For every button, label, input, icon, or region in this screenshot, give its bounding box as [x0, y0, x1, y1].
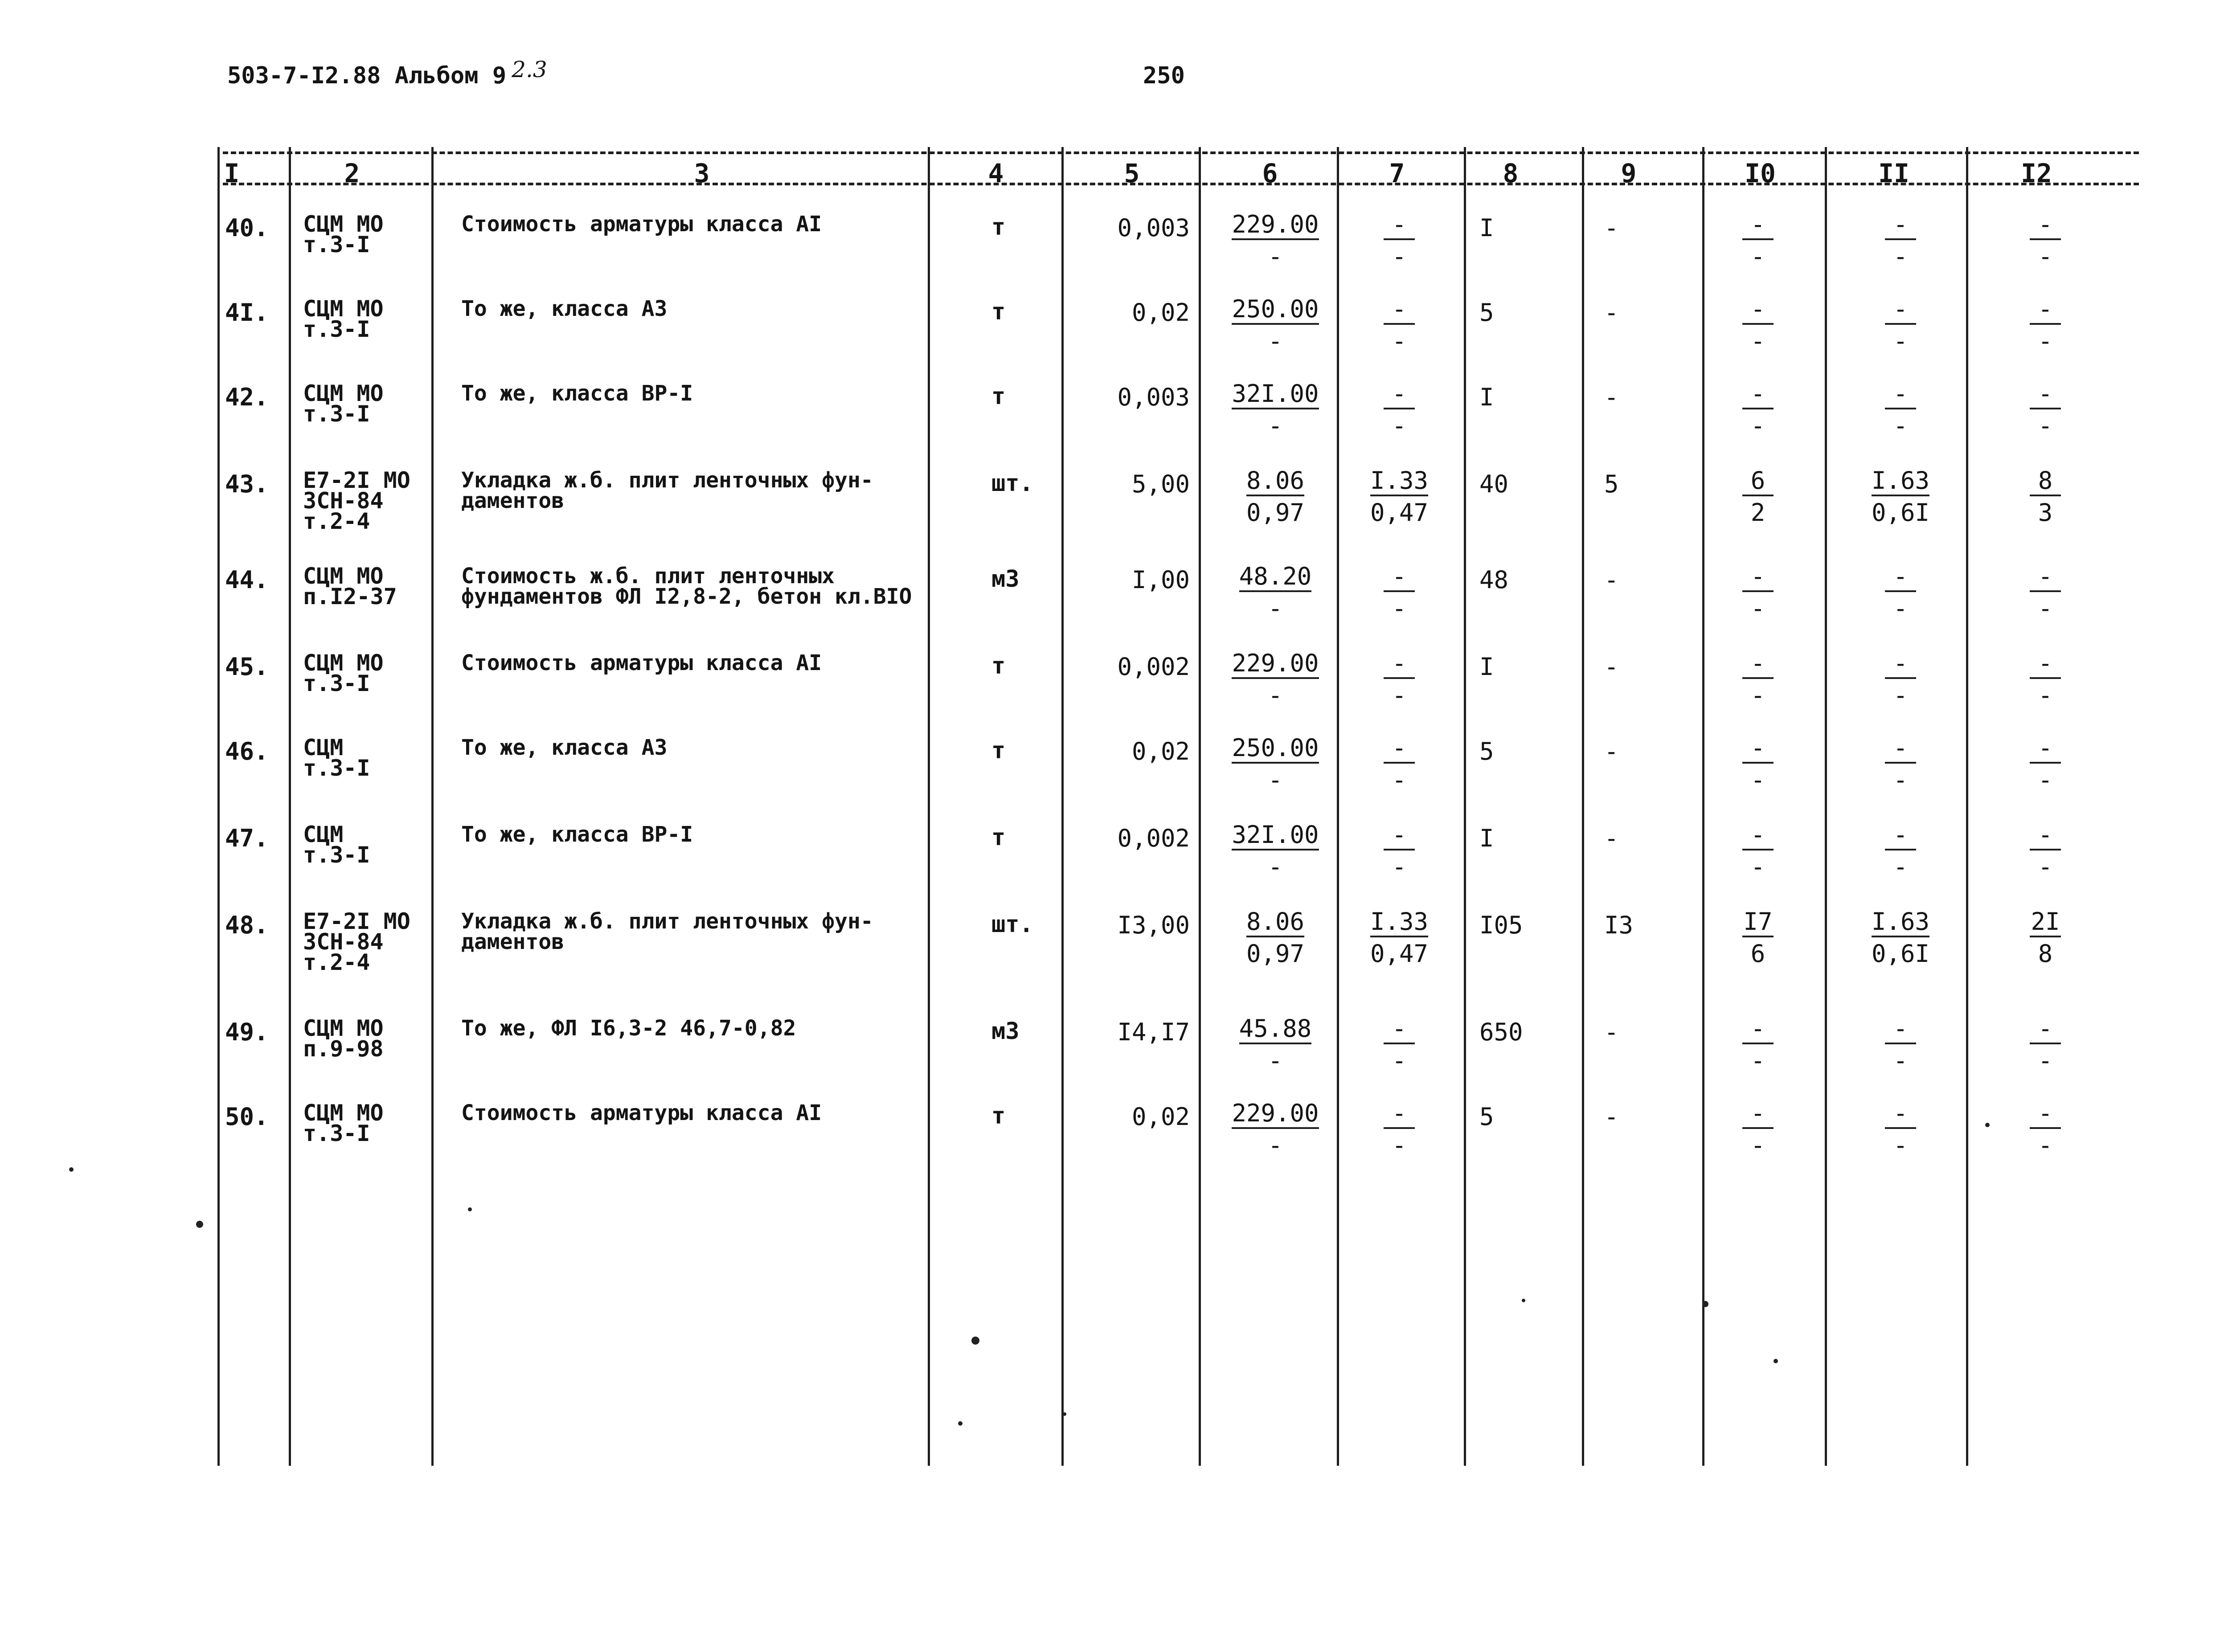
unit: т	[991, 737, 1006, 764]
machine-cost-bottom: -	[1750, 242, 1765, 270]
row-number: 44.	[225, 566, 269, 594]
total-labor-bottom: -	[2038, 242, 2053, 270]
machine-cost	[1700, 1097, 1816, 1161]
column-rule	[289, 147, 291, 1466]
labor-hours	[1843, 465, 1958, 529]
total-wage: -	[1604, 1103, 1619, 1131]
total-wage: -	[1604, 383, 1619, 411]
total-labor-bottom: -	[2038, 853, 2053, 881]
unit-cost-top: 8.06	[1246, 467, 1304, 496]
wage-cost	[1341, 465, 1457, 529]
column-number: 5	[1124, 158, 1140, 188]
machine-cost-bottom: -	[1750, 766, 1765, 794]
unit: м3	[991, 566, 1020, 593]
column-rule	[1966, 147, 1968, 1466]
labor-hours	[1843, 1013, 1958, 1077]
unit-cost	[1217, 560, 1333, 625]
labor-hours-bottom: -	[1893, 766, 1908, 794]
header-rule-top	[223, 151, 2139, 154]
labor-hours-top: -	[1885, 1100, 1916, 1129]
labor-hours	[1843, 1097, 1958, 1161]
unit: т	[991, 299, 1006, 325]
labor-hours	[1843, 293, 1958, 357]
work-description: Стоимость арматуры класса AI	[461, 212, 822, 237]
wage-cost-top: -	[1384, 211, 1415, 240]
wage-cost-bottom: -	[1392, 1047, 1407, 1075]
labor-hours-top: -	[1885, 380, 1916, 409]
machine-cost	[1700, 819, 1816, 883]
total-labor	[1987, 1097, 2103, 1161]
machine-cost	[1700, 465, 1816, 529]
total-labor-top: -	[2030, 380, 2061, 409]
machine-cost-bottom: -	[1750, 1131, 1765, 1159]
unit-cost	[1217, 293, 1333, 357]
total-labor	[1987, 293, 2103, 357]
unit-cost-top: 250.00	[1232, 734, 1319, 764]
total-wage: -	[1604, 737, 1619, 765]
norm-code: СЦМ МО т.3-I	[303, 1100, 384, 1146]
total-labor-top: -	[2030, 1100, 2061, 1129]
unit: т	[991, 653, 1006, 679]
unit-cost-top: 229.00	[1232, 1100, 1319, 1129]
labor-hours-bottom: -	[1893, 327, 1908, 355]
work-description: То же, класса ВР-I	[461, 822, 693, 847]
labor-hours-top: -	[1885, 295, 1916, 325]
machine-cost-bottom: -	[1750, 412, 1765, 440]
total-labor	[1987, 819, 2103, 883]
row-number: 47.	[225, 824, 269, 852]
wage-cost	[1341, 378, 1457, 442]
unit: т	[991, 214, 1006, 241]
labor-hours-top: I.63	[1872, 908, 1929, 937]
quantity: I,00	[1131, 566, 1190, 594]
document-reference	[227, 57, 547, 89]
total-labor-bottom: 8	[2038, 940, 2053, 968]
norm-code: Е7-2I МО ЗСН-84 т.2-4	[303, 467, 410, 534]
machine-cost-top: -	[1742, 1015, 1774, 1044]
quantity: 0,003	[1117, 214, 1190, 242]
wage-cost	[1341, 819, 1457, 883]
quantity: 0,002	[1117, 824, 1190, 852]
unit-cost-bottom: -	[1268, 412, 1283, 440]
total-wage: -	[1604, 653, 1619, 681]
column-rule	[1464, 147, 1466, 1466]
quantity: I3,00	[1117, 911, 1190, 939]
scan-speck	[958, 1421, 963, 1426]
total-labor-bottom: -	[2038, 327, 2053, 355]
wage-cost-top: -	[1384, 295, 1415, 325]
norm-code: Е7-2I МО ЗСН-84 т.2-4	[303, 908, 410, 975]
doc-code: 503-7-I2.88	[227, 62, 381, 89]
wage-cost-bottom: -	[1392, 766, 1407, 794]
machine-cost	[1700, 732, 1816, 796]
unit-cost	[1217, 1097, 1333, 1161]
wage-cost	[1341, 647, 1457, 712]
machine-cost-top: -	[1742, 650, 1774, 679]
wage-cost	[1341, 1013, 1457, 1077]
total-labor-bottom: -	[2038, 681, 2053, 709]
machine-cost-top: I7	[1742, 908, 1774, 937]
wage-cost-bottom: -	[1392, 327, 1407, 355]
column-number: I0	[1745, 158, 1776, 188]
column-rule	[1582, 147, 1584, 1466]
row-number: 48.	[225, 911, 269, 939]
album-label: Альбом 9	[394, 62, 507, 89]
total-cost: 5	[1479, 737, 1494, 765]
machine-cost	[1700, 378, 1816, 442]
wage-cost	[1341, 209, 1457, 273]
machine-cost-bottom: 2	[1750, 499, 1765, 527]
machine-cost-bottom: -	[1750, 594, 1765, 622]
total-wage: -	[1604, 1018, 1619, 1046]
labor-hours-bottom: -	[1893, 853, 1908, 881]
machine-cost-top: -	[1742, 734, 1774, 764]
scan-speck	[69, 1167, 74, 1172]
labor-hours-bottom: -	[1893, 1131, 1908, 1159]
unit-cost	[1217, 647, 1333, 712]
unit-cost-bottom: -	[1268, 1047, 1283, 1075]
scan-speck	[971, 1337, 979, 1345]
total-labor-top: -	[2030, 295, 2061, 325]
labor-hours-top: -	[1885, 650, 1916, 679]
norm-code: СЦМ МО п.9-98	[303, 1015, 384, 1062]
machine-cost-bottom: -	[1750, 327, 1765, 355]
labor-hours-bottom: -	[1893, 242, 1908, 270]
labor-hours	[1843, 560, 1958, 625]
unit-cost	[1217, 209, 1333, 273]
wage-cost-top: -	[1384, 1100, 1415, 1129]
machine-cost-top: -	[1742, 380, 1774, 409]
quantity: 5,00	[1131, 470, 1190, 498]
wage-cost-bottom: -	[1392, 242, 1407, 270]
machine-cost-top: -	[1742, 295, 1774, 325]
unit-cost	[1217, 819, 1333, 883]
norm-code: СЦМ МО т.3-I	[303, 296, 384, 342]
wage-cost-bottom: -	[1392, 853, 1407, 881]
unit-cost	[1217, 1013, 1333, 1077]
total-wage: -	[1604, 824, 1619, 852]
total-cost: I	[1479, 824, 1494, 852]
unit: м3	[991, 1018, 1020, 1045]
labor-hours	[1843, 378, 1958, 442]
column-rule	[1825, 147, 1827, 1466]
unit-cost-bottom: -	[1268, 1131, 1283, 1159]
labor-hours	[1843, 732, 1958, 796]
machine-cost-top: -	[1742, 563, 1774, 592]
machine-cost-bottom: -	[1750, 681, 1765, 709]
scan-speck	[1522, 1299, 1525, 1302]
labor-hours-top: I.63	[1872, 467, 1929, 496]
column-number: II	[1878, 158, 1909, 188]
quantity: 0,02	[1131, 737, 1190, 765]
unit-cost-bottom: 0,97	[1246, 940, 1305, 968]
wage-cost-bottom: 0,47	[1370, 940, 1429, 968]
row-number: 4I.	[225, 299, 269, 327]
wage-cost-bottom: -	[1392, 594, 1407, 622]
column-rule	[1337, 147, 1339, 1466]
norm-code: СЦМ МО п.I2-37	[303, 563, 397, 609]
unit-cost-bottom: -	[1268, 853, 1283, 881]
total-labor-bottom: -	[2038, 766, 2053, 794]
unit-cost-top: 48.20	[1239, 563, 1312, 592]
labor-hours-bottom: -	[1893, 412, 1908, 440]
labor-hours-top: -	[1885, 1015, 1916, 1044]
unit: т	[991, 824, 1006, 851]
wage-cost	[1341, 906, 1457, 970]
column-number: 7	[1389, 158, 1405, 188]
total-wage: 5	[1604, 470, 1619, 498]
row-number: 40.	[225, 214, 269, 242]
wage-cost-top: -	[1384, 563, 1415, 592]
labor-hours-top: -	[1885, 563, 1916, 592]
total-cost: I	[1479, 383, 1494, 411]
labor-hours-top: -	[1885, 734, 1916, 764]
norm-code: СЦМ МО т.3-I	[303, 650, 384, 696]
total-wage: I3	[1604, 911, 1634, 939]
total-cost: 48	[1479, 566, 1509, 594]
total-wage: -	[1604, 299, 1619, 327]
norm-code: СЦМ т.3-I	[303, 822, 370, 868]
machine-cost	[1700, 1013, 1816, 1077]
work-description: То же, класса А3	[461, 735, 668, 760]
wage-cost-top: I.33	[1370, 908, 1428, 937]
scan-speck	[1774, 1359, 1778, 1363]
column-number: 6	[1262, 158, 1278, 188]
machine-cost-bottom: 6	[1750, 940, 1765, 968]
labor-hours-bottom: -	[1893, 594, 1908, 622]
labor-hours	[1843, 647, 1958, 712]
quantity: I4,I7	[1117, 1018, 1190, 1046]
quantity: 0,02	[1131, 299, 1190, 327]
labor-hours-bottom: 0,6I	[1871, 499, 1930, 527]
unit-cost-top: 45.88	[1239, 1015, 1312, 1044]
wage-cost	[1341, 1097, 1457, 1161]
column-number: 2	[344, 158, 360, 188]
column-rule	[431, 147, 434, 1466]
labor-hours-bottom: 0,6I	[1871, 940, 1930, 968]
scan-speck	[1063, 1412, 1066, 1416]
column-number: I	[224, 158, 240, 188]
machine-cost-top: 6	[1742, 467, 1774, 496]
wage-cost-bottom: -	[1392, 681, 1407, 709]
wage-cost-top: -	[1384, 734, 1415, 764]
header-rule-bottom	[223, 183, 2139, 185]
total-cost: I	[1479, 653, 1494, 681]
machine-cost-top: -	[1742, 821, 1774, 851]
row-number: 49.	[225, 1018, 269, 1046]
norm-code: СЦМ МО т.3-I	[303, 380, 384, 427]
machine-cost-top: -	[1742, 1100, 1774, 1129]
machine-cost-bottom: -	[1750, 1047, 1765, 1075]
row-number: 50.	[225, 1103, 269, 1131]
row-number: 42.	[225, 383, 269, 411]
unit-cost-bottom: -	[1268, 242, 1283, 270]
wage-cost	[1341, 732, 1457, 796]
column-rule	[928, 147, 930, 1466]
column-number: 3	[694, 158, 710, 188]
unit-cost	[1217, 378, 1333, 442]
total-labor-bottom: -	[2038, 1047, 2053, 1075]
total-labor	[1987, 378, 2103, 442]
work-description: Стоимость арматуры класса AI	[461, 1100, 822, 1125]
total-wage: -	[1604, 214, 1619, 242]
unit-cost	[1217, 906, 1333, 970]
machine-cost	[1700, 647, 1816, 712]
unit-cost-top: 229.00	[1232, 211, 1319, 240]
unit: шт.	[991, 911, 1033, 938]
wage-cost-bottom: -	[1392, 1131, 1407, 1159]
unit-cost-bottom: -	[1268, 681, 1283, 709]
total-labor-top: -	[2030, 1015, 2061, 1044]
unit-cost-bottom: -	[1268, 327, 1283, 355]
total-labor-bottom: -	[2038, 412, 2053, 440]
row-number: 46.	[225, 737, 269, 765]
quantity: 0,002	[1117, 653, 1190, 681]
unit: шт.	[991, 470, 1033, 497]
unit-cost-bottom: -	[1268, 594, 1283, 622]
work-description: Стоимость ж.б. плит ленточных фундаментов ФЛ I2,8-2, бетон кл.ВIО	[461, 564, 912, 609]
unit-cost	[1217, 732, 1333, 796]
total-labor-top: 8	[2030, 467, 2061, 496]
column-rule	[1199, 147, 1201, 1466]
total-labor-bottom: 3	[2038, 499, 2053, 527]
scan-speck	[196, 1221, 203, 1228]
column-number: I2	[2021, 158, 2052, 188]
machine-cost	[1700, 293, 1816, 357]
total-labor	[1987, 560, 2103, 625]
norm-code: СЦМ МО т.3-I	[303, 211, 384, 258]
machine-cost-bottom: -	[1750, 853, 1765, 881]
total-cost: 40	[1479, 470, 1509, 498]
wage-cost-top: -	[1384, 821, 1415, 851]
labor-hours-top: -	[1885, 211, 1916, 240]
total-cost: I	[1479, 214, 1494, 242]
scan-speck	[468, 1207, 472, 1211]
wage-cost-top: -	[1384, 1015, 1415, 1044]
unit: т	[991, 1103, 1006, 1129]
column-number: 9	[1621, 158, 1637, 188]
work-description: То же, ФЛ I6,3-2 46,7-0,82	[461, 1016, 796, 1041]
labor-hours-bottom: -	[1893, 1047, 1908, 1075]
page-number: 250	[1143, 62, 1185, 89]
labor-hours	[1843, 906, 1958, 970]
machine-cost-top: -	[1742, 211, 1774, 240]
labor-hours-bottom: -	[1893, 681, 1908, 709]
total-labor	[1987, 465, 2103, 529]
unit-cost-top: 32I.00	[1232, 380, 1319, 409]
total-labor	[1987, 906, 2103, 970]
total-labor	[1987, 209, 2103, 273]
total-cost: I05	[1479, 911, 1523, 939]
work-description: Укладка ж.б. плит ленточных фун- даментов	[461, 909, 873, 954]
unit: т	[991, 383, 1006, 410]
total-labor-top: -	[2030, 563, 2061, 592]
work-description: Укладка ж.б. плит ленточных фун- даментов	[461, 468, 873, 513]
unit-cost-top: 8.06	[1246, 908, 1304, 937]
machine-cost	[1700, 906, 1816, 970]
total-labor	[1987, 732, 2103, 796]
scan-speck	[1702, 1301, 1708, 1307]
row-number: 43.	[225, 470, 269, 498]
unit-cost-bottom: -	[1268, 766, 1283, 794]
unit-cost-bottom: 0,97	[1246, 499, 1305, 527]
wage-cost	[1341, 560, 1457, 625]
total-labor-top: -	[2030, 734, 2061, 764]
total-labor-top: -	[2030, 211, 2061, 240]
total-cost: 650	[1479, 1018, 1523, 1046]
total-labor-bottom: -	[2038, 594, 2053, 622]
labor-hours	[1843, 819, 1958, 883]
wage-cost-top: I.33	[1370, 467, 1428, 496]
wage-cost-top: -	[1384, 380, 1415, 409]
unit-cost	[1217, 465, 1333, 529]
handwritten-note: 2.3	[512, 57, 547, 82]
work-description: То же, класса А3	[461, 296, 668, 321]
quantity: 0,003	[1117, 383, 1190, 411]
total-cost: 5	[1479, 1103, 1494, 1131]
total-wage: -	[1604, 566, 1619, 594]
unit-cost-top: 250.00	[1232, 295, 1319, 325]
total-labor-top: -	[2030, 821, 2061, 851]
column-rule	[217, 147, 220, 1466]
wage-cost	[1341, 293, 1457, 357]
scan-speck	[1985, 1123, 1990, 1127]
total-cost: 5	[1479, 299, 1494, 327]
row-number: 45.	[225, 653, 269, 681]
wage-cost-bottom: -	[1392, 412, 1407, 440]
norm-code: СЦМ т.3-I	[303, 735, 370, 781]
work-description: То же, класса ВР-I	[461, 381, 693, 406]
column-number: 4	[988, 158, 1004, 188]
unit-cost-top: 229.00	[1232, 650, 1319, 679]
total-labor-top: 2I	[2030, 908, 2061, 937]
total-labor-top: -	[2030, 650, 2061, 679]
total-labor	[1987, 1013, 2103, 1077]
machine-cost	[1700, 209, 1816, 273]
column-rule	[1061, 147, 1064, 1466]
total-labor	[1987, 647, 2103, 712]
labor-hours-top: -	[1885, 821, 1916, 851]
work-description: Стоимость арматуры класса AI	[461, 650, 822, 675]
total-labor-bottom: -	[2038, 1131, 2053, 1159]
labor-hours	[1843, 209, 1958, 273]
unit-cost-top: 32I.00	[1232, 821, 1319, 851]
machine-cost	[1700, 560, 1816, 625]
quantity: 0,02	[1131, 1103, 1190, 1131]
column-number: 8	[1503, 158, 1519, 188]
wage-cost-top: -	[1384, 650, 1415, 679]
wage-cost-bottom: 0,47	[1370, 499, 1429, 527]
